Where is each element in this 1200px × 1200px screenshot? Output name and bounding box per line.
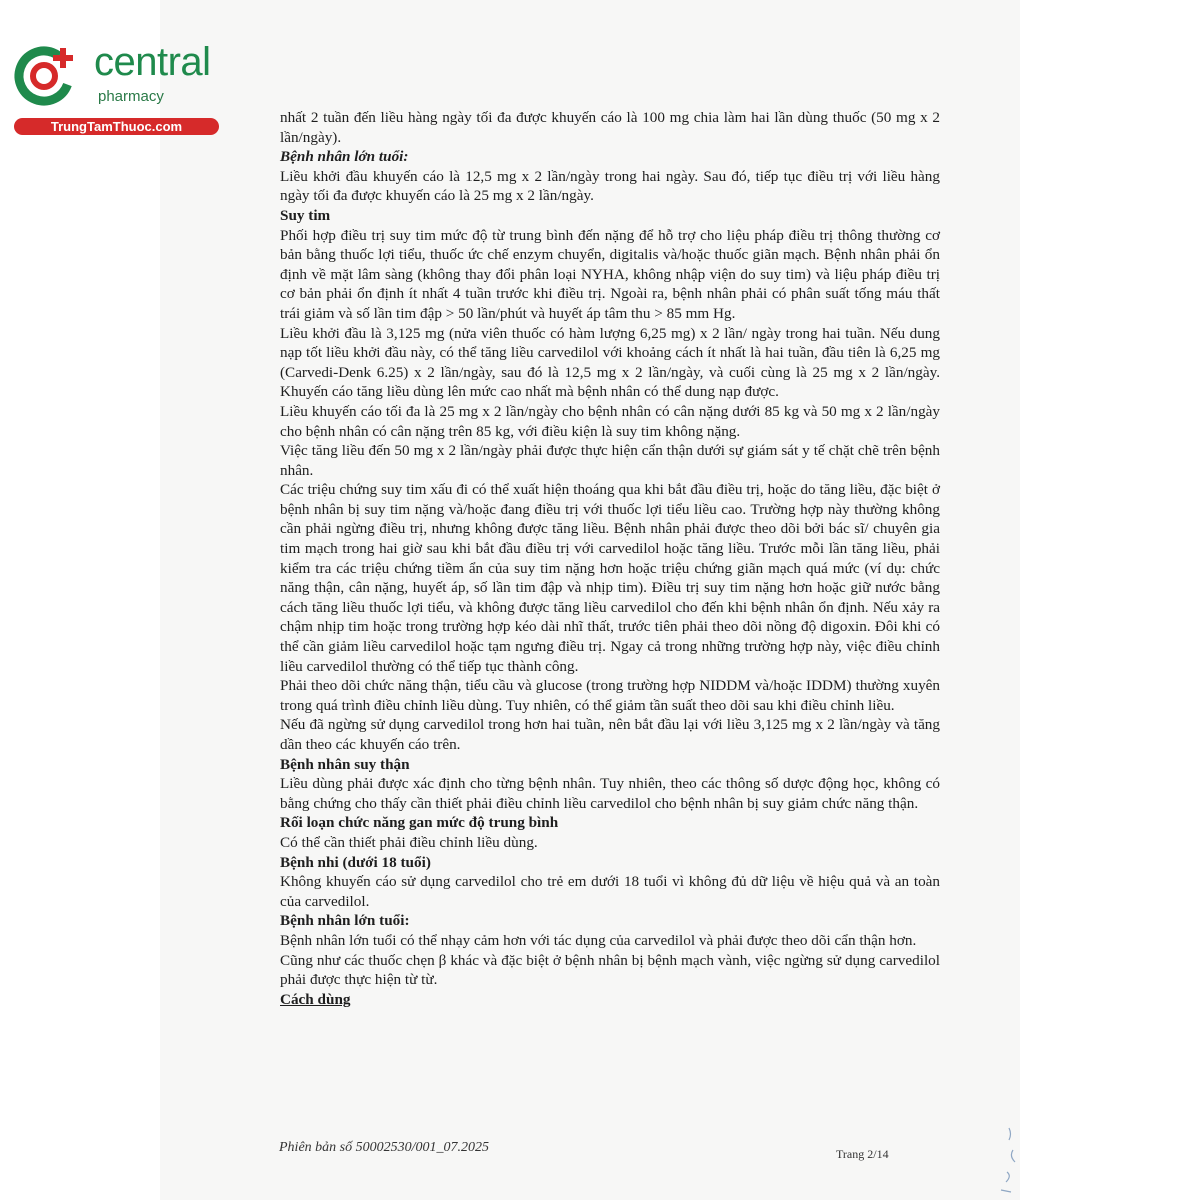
version-footer: Phiên bản số 50002530/001_07.2025 — [279, 1140, 489, 1155]
section-heading: Bệnh nhân lớn tuổi: — [280, 912, 410, 930]
body-paragraph: Cũng như các thuốc chẹn β khác và đặc biệt ở bệnh nhân bị bệnh mạch vành, việc ngừng sử dụng carvedilol phải được thực hiện từ từ. — [280, 951, 940, 989]
section-heading: Bệnh nhân lớn tuổi: — [280, 148, 409, 166]
body-paragraph: Không khuyến cáo sử dụng carvedilol cho trẻ em dưới 18 tuổi vì không đủ dữ liệu về hiệu quả và an toàn của carvedilol. — [280, 873, 940, 910]
margin-scribble-icon — [995, 1120, 1025, 1200]
pharmacy-cross-logo-icon — [10, 36, 86, 112]
section-heading: Bệnh nhi (dưới 18 tuổi) — [280, 853, 431, 871]
body-paragraph: Phải theo dõi chức năng thận, tiểu cầu và glucose (trong trường hợp NIDDM và/hoặc IDDM) thường xuyên trong quá trình điều chỉnh liều dùng. Tuy nhiên, có thể giảm tần suất theo dõi sau khi điều chỉnh liều. — [280, 677, 940, 714]
body-paragraph: Có thể cần thiết phải điều chỉnh liều dùng. — [280, 833, 538, 851]
body-paragraph: nhất 2 tuần đến liều hàng ngày tối đa được khuyến cáo là 100 mg chia làm hai lần dùng thuốc (50 mg x 2 lần/ngày). — [280, 109, 940, 146]
body-paragraph: Việc tăng liều đến 50 mg x 2 lần/ngày phải được thực hiện cẩn thận dưới sự giám sát y tế chặt chẽ trên bệnh nhân. — [280, 442, 940, 479]
body-paragraph: Phối hợp điều trị suy tim mức độ từ trung bình đến nặng để hỗ trợ cho liệu pháp điều trị thông thường cơ bản bằng thuốc lợi tiểu, thuốc ức chế enzym chuyển, digitalis và/hoặc thuốc giãn mạch. Bệnh nhân phải ổn định về mặt lâm sàng (không thay đổi phân loại NYHA, không nhập viện do suy tim) và liệu pháp điều trị cơ bản phải ổn định ít nhất 4 tuần trước khi điều trị. Ngoài ra, bệnh nhân phải có phân suất tống máu thất trái giảm và số lần tim đập > 50 lần/phút và huyết áp tâm thu > 85 mm Hg. — [280, 226, 940, 322]
document-body — [280, 108, 940, 1009]
section-heading: Rối loạn chức năng gan mức độ trung bình — [280, 814, 559, 832]
brand-logo[interactable] — [10, 36, 220, 136]
page-number: Trang 2/14 — [836, 1147, 889, 1161]
body-paragraph: Các triệu chứng suy tim xấu đi có thể xuất hiện thoáng qua khi bắt đầu điều trị, hoặc do tăng liều, đặc biệt ở bệnh nhân bị suy tim nặng và/hoặc đang điều trị với thuốc lợi tiểu liều cao. Trường hợp này thường không cần phải ngừng điều trị, nhưng không được tăng liều. Bệnh nhân phải được theo dõi bởi bác sĩ/ chuyên gia tim mạch trong hai giờ sau khi bắt đầu điều trị với carvedilol hoặc tăng liều. Trước mỗi lần tăng liều, phải kiểm tra các triệu chứng tiềm ẩn của suy tim nặng hơn hoặc triệu chứng giãn mạch quá mức (ví dụ: chức năng thận, cân nặng, huyết áp, số lần tim đập và nhịp tim). Điều trị suy tim nặng hơn hoặc giữ nước bằng cách tăng liều thuốc lợi tiểu, và không được tăng liều carvedilol cho đến khi bệnh nhân ổn định. Nếu xảy ra chậm nhịp tim hoặc trong trường hợp kéo dài nhĩ thất, trước tiên phải theo dõi nồng độ digoxin. Đôi khi có thể cần giảm liều carvedilol hoặc tạm ngưng điều trị. Ngay cả trong những trường hợp này, việc điều chỉnh liều carvedilol thường có thể tiếp tục thành công. — [280, 481, 940, 675]
body-paragraph: Liều khuyến cáo tối đa là 25 mg x 2 lần/ngày cho bệnh nhân có cân nặng dưới 85 kg và 50 mg x 2 lần/ngày cho bệnh nhân có cân nặng trên 85 kg, với điều kiện là suy tim không nặng. — [280, 402, 940, 440]
body-paragraph: Liều khởi đầu khuyến cáo là 12,5 mg x 2 lần/ngày trong hai ngày. Sau đó, tiếp tục điều trị với liều hàng ngày tối đa được khuyến cáo là 25 mg x 2 lần/ngày. — [280, 167, 940, 205]
body-paragraph: Liều khởi đầu là 3,125 mg (nửa viên thuốc có hàm lượng 6,25 mg) x 2 lần/ ngày trong hai tuần. Nếu dung nạp tốt liều khởi đầu này, có thể tăng liều carvedilol với khoảng cách ít nhất là hai tuần, đầu tiên là 6,25 mg (Carvedi-Denk 6.25) x 2 lần/ngày, sau đó là 12,5 mg x 2 lần/ngày, và cuối cùng là 25 mg x 2 lần/ngày. Khuyến cáo tăng liều dùng lên mức cao nhất mà bệnh nhân có thể dung nạp được. — [280, 324, 940, 401]
site-badge[interactable]: TrungTamThuoc.com — [14, 118, 219, 135]
section-heading: Suy tim — [280, 206, 331, 224]
brand-subtitle: pharmacy — [98, 88, 164, 105]
brand-name: central — [94, 40, 211, 84]
section-heading: Cách dùng — [280, 990, 351, 1008]
body-paragraph: Bệnh nhân lớn tuổi có thể nhạy cảm hơn với tác dụng của carvedilol và phải được theo dõi cẩn thận hơn. — [280, 931, 917, 949]
section-heading: Bệnh nhân suy thận — [280, 755, 410, 773]
body-paragraph: Liều dùng phải được xác định cho từng bệnh nhân. Tuy nhiên, theo các thông số dược động học, không có bằng chứng cho thấy cần thiết phải điều chỉnh liều carvedilol cho bệnh nhân bị suy giảm chức năng thận. — [280, 775, 940, 812]
body-paragraph: Nếu đã ngừng sử dụng carvedilol trong hơn hai tuần, nên bắt đầu lại với liều 3,125 mg x 2 lần/ngày và tăng dần theo các khuyến cáo trên. — [280, 716, 940, 753]
